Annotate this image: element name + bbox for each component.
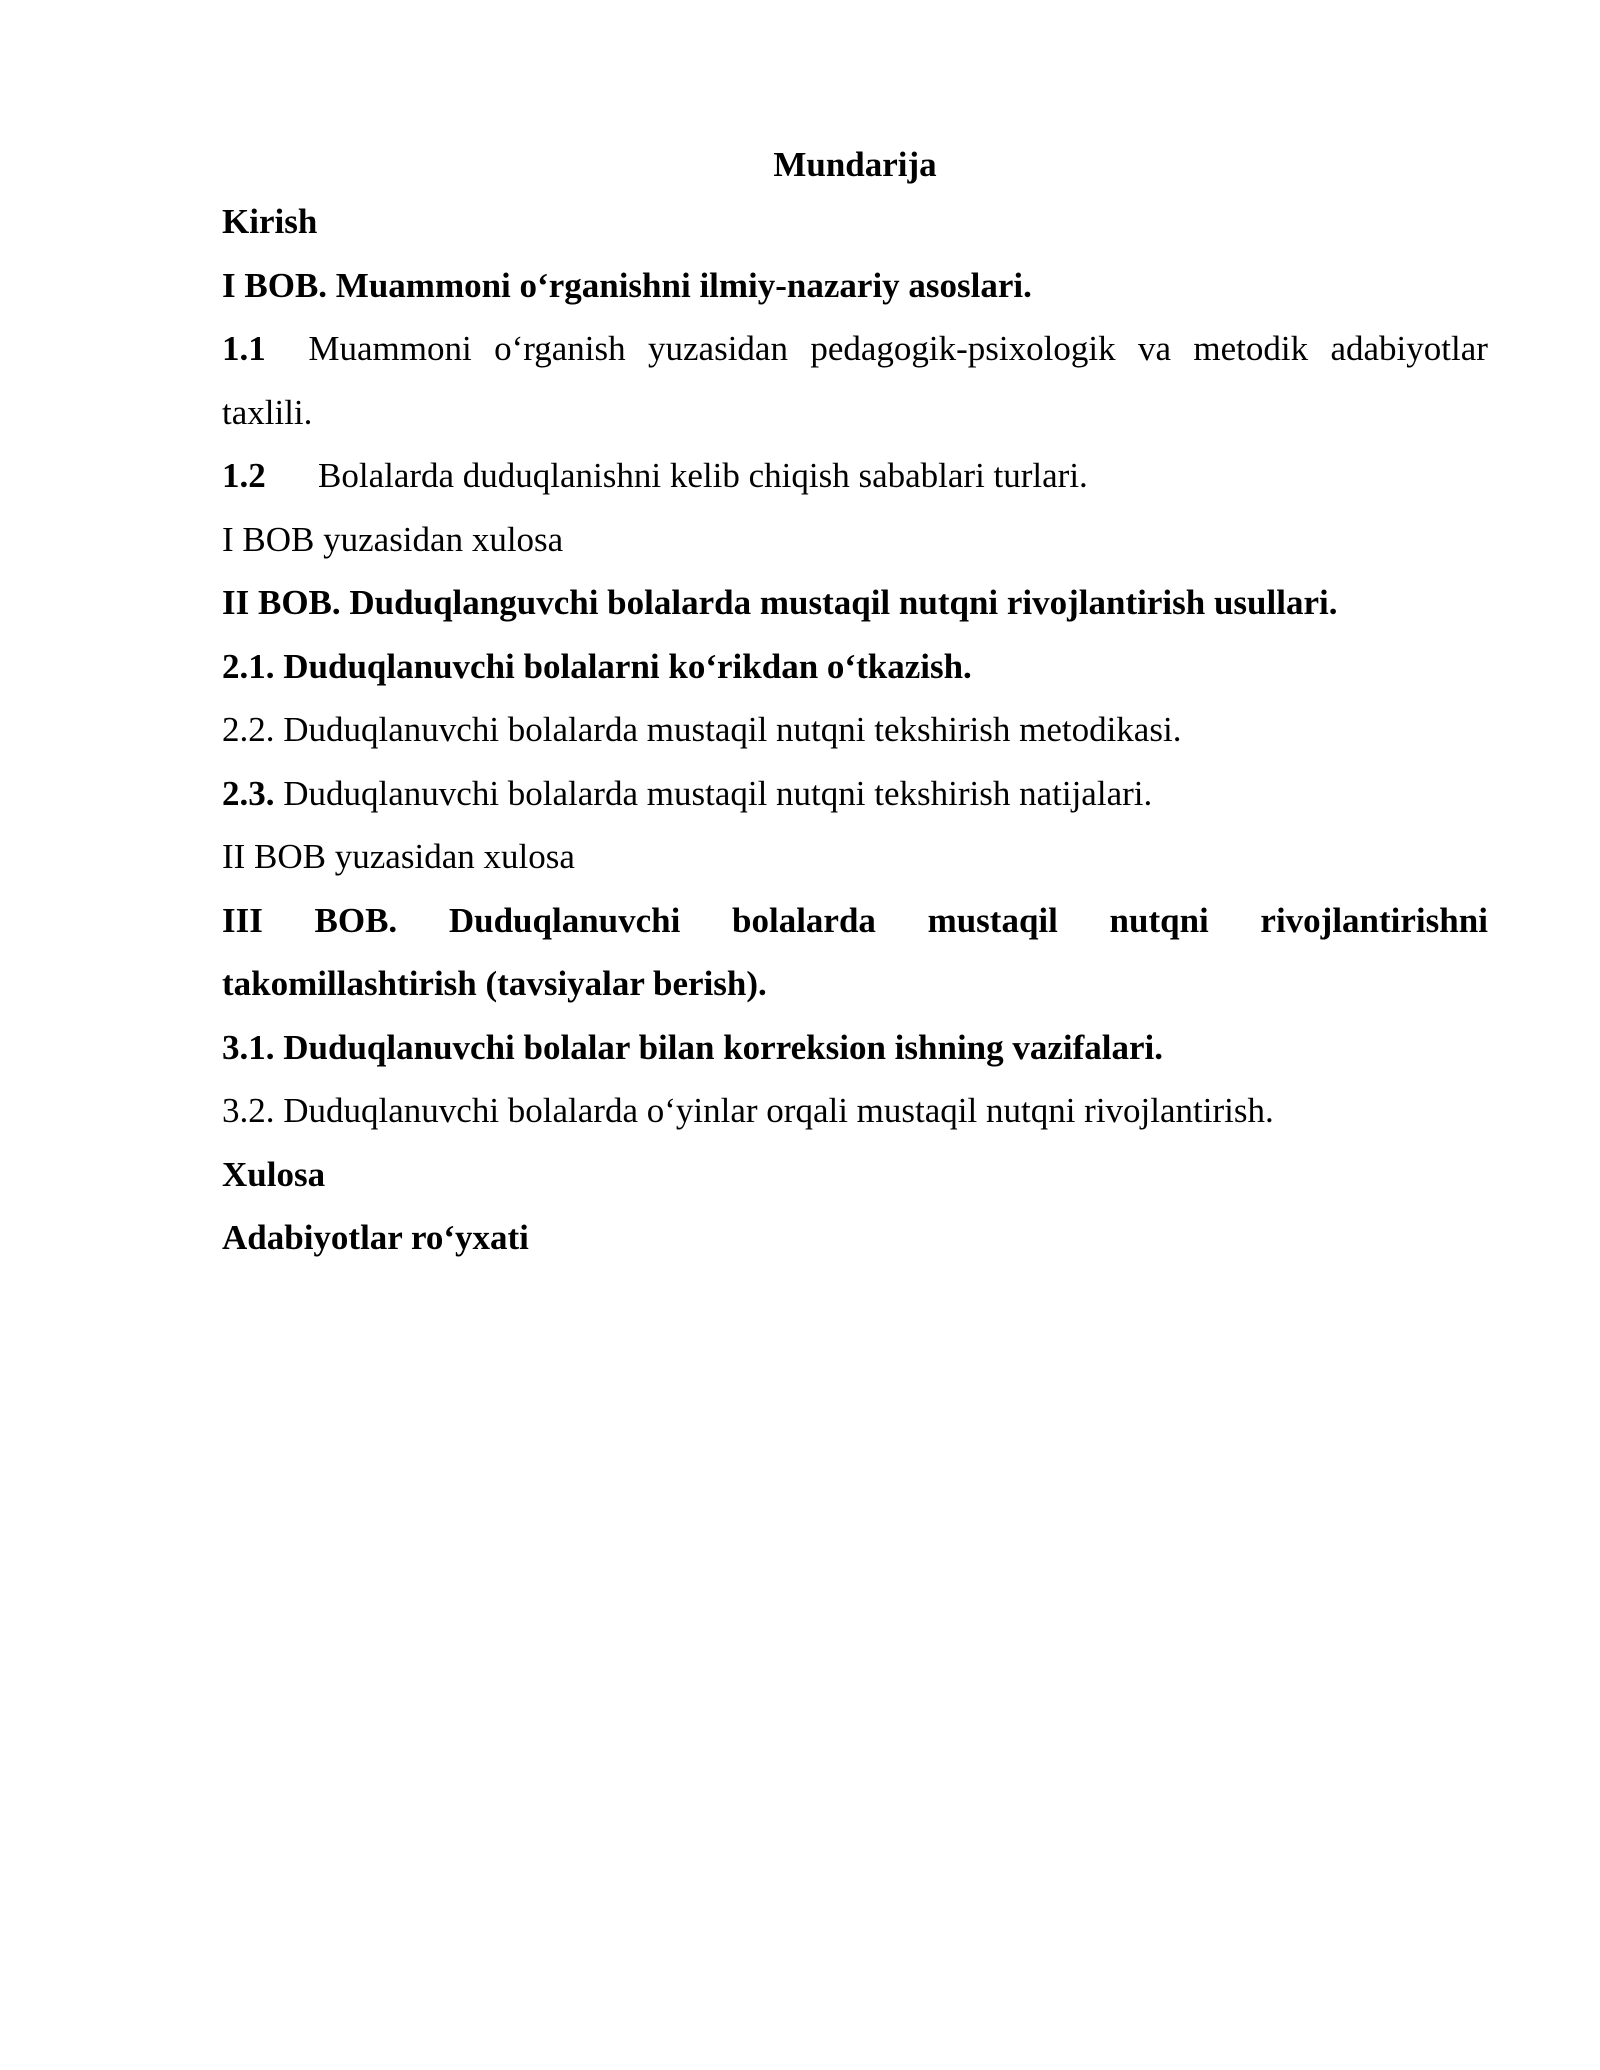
- toc-entry-2-3: [222, 762, 1488, 826]
- toc-entry-1-1-word: metodik: [1193, 329, 1309, 368]
- toc-chapter-3-word: mustaqil: [927, 900, 1058, 940]
- toc-chapter-1-conclusion: I BOB yuzasidan xulosa: [222, 519, 564, 559]
- toc-chapter-3-word: BOB.: [314, 900, 398, 940]
- toc-chapter-3-word: Duduqlanuvchi: [448, 900, 681, 940]
- toc-entry-1-1-word: yuzasidan: [648, 329, 788, 368]
- toc-entry-1-1-number: 1.1: [222, 329, 266, 368]
- toc-entry-1-1-word: pedagogik-psixologik: [810, 329, 1116, 368]
- toc-entry-1-1-word: o‘rganish: [494, 329, 626, 368]
- toc-entry-1-2-number: 1.2: [222, 456, 266, 495]
- toc-chapter-3-heading-continuation: takomillashtirish (tavsiyalar berish).: [222, 964, 767, 1003]
- toc-entry-1-1-continuation: taxlili.: [222, 392, 313, 432]
- toc-chapter-3-word: rivojlantirishni: [1260, 900, 1488, 940]
- toc-entry-xulosa: Xulosa: [222, 1154, 326, 1194]
- toc-entry-1-1: [222, 317, 1488, 381]
- toc-chapter-2-conclusion: II BOB yuzasidan xulosa: [222, 837, 575, 876]
- toc-chapter-2-heading: II BOB. Duduqlanguvchi bolalarda mustaqil nutqni rivojlantirish usullari.: [222, 583, 1338, 622]
- toc-entry-1-1-word: Muammoni: [308, 329, 472, 368]
- toc-entry-references: Adabiyotlar ro‘yxati: [222, 1218, 529, 1257]
- toc-entry-2-3-number: 2.3.: [222, 773, 275, 813]
- toc-chapter-3-word: III: [222, 900, 263, 940]
- toc-entry-kirish: Kirish: [222, 202, 318, 241]
- toc-chapter-3-word: nutqni: [1109, 900, 1209, 940]
- toc-chapter-1-heading: I BOB. Muammoni o‘rganishni ilmiy-nazariy asoslari.: [222, 265, 1032, 305]
- toc-entry-1-1-word: va: [1137, 329, 1172, 368]
- toc-entry-2-1: 2.1. Duduqlanuvchi bolalarni ko‘rikdan o‘tkazish.: [222, 646, 972, 686]
- toc-entry-2-2: 2.2. Duduqlanuvchi bolalarda mustaqil nutqni tekshirish metodikasi.: [222, 710, 1182, 749]
- toc-chapter-3-word: bolalarda: [732, 900, 876, 940]
- toc-entry-3-1: 3.1. Duduqlanuvchi bolalar bilan korreksion ishning vazifalari.: [222, 1027, 1164, 1067]
- toc-chapter-3-heading: [222, 889, 1488, 953]
- toc-entry-1-1-word: adabiyotlar: [1330, 329, 1488, 368]
- toc-title: Mundarija: [773, 145, 937, 184]
- toc-entry-1-2-text: Bolalarda duduqlanishni kelib chiqish sabablari turlari.: [318, 456, 1088, 495]
- toc-entry-1-2: [222, 444, 1488, 508]
- toc-entry-3-2: 3.2. Duduqlanuvchi bolalarda o‘yinlar orqali mustaqil nutqni rivojlantirish.: [222, 1091, 1274, 1130]
- table-of-contents: [222, 140, 1488, 1270]
- toc-entry-2-3-text: Duduqlanuvchi bolalarda mustaqil nutqni tekshirish natijalari.: [274, 773, 1153, 813]
